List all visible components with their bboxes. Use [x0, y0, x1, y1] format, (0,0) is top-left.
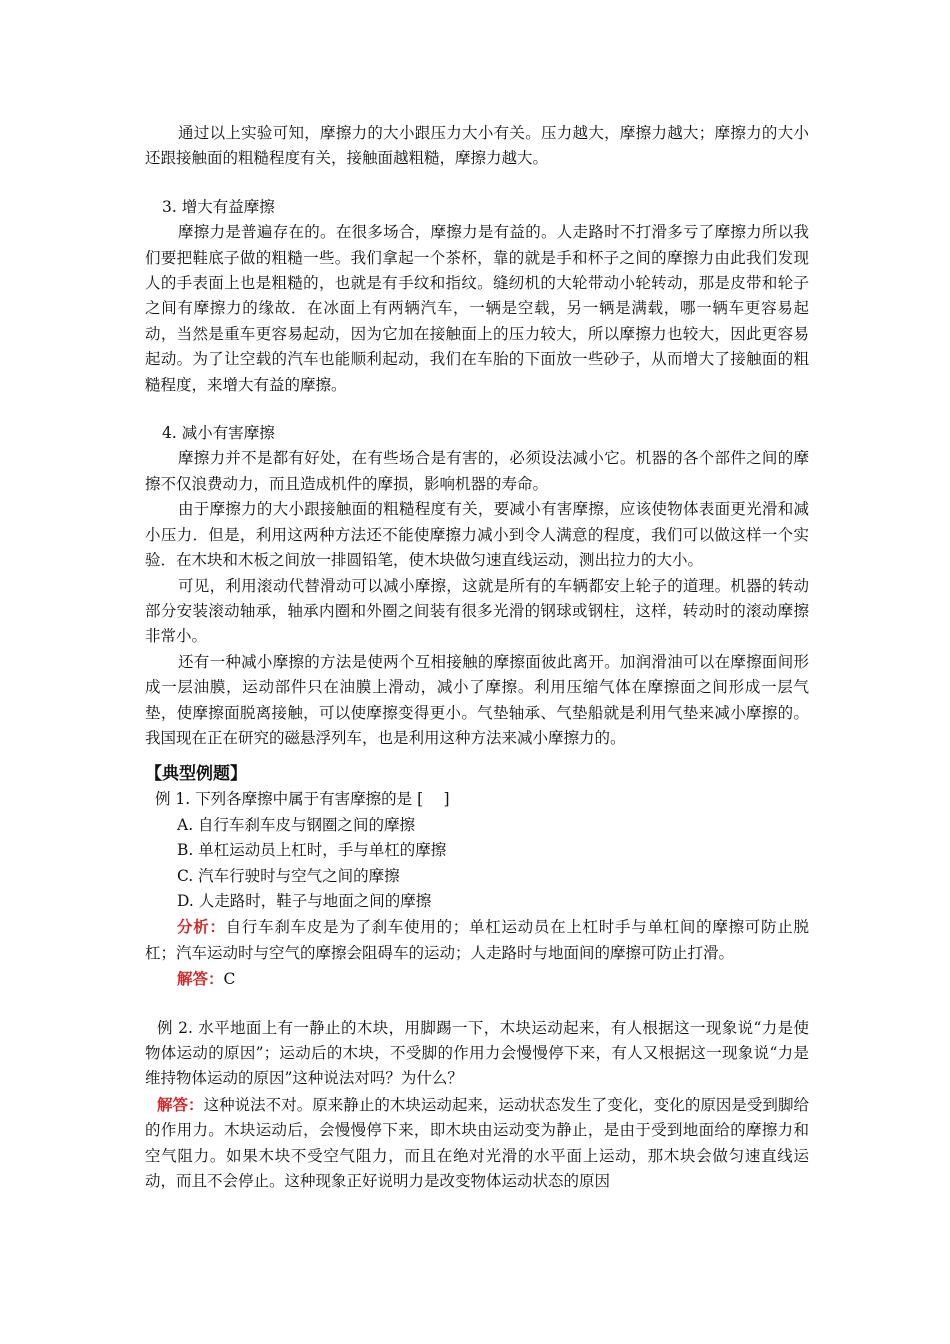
example-1-analysis — [145, 914, 809, 966]
answer-text-2: 这种说法不对。原来静止的木块运动起来，运动状态发生了变化，变化的原因是受到脚给的作用力。木块运动后，会慢慢停下来，即木块由运动变为静止，是由于受到地面给的摩擦力和空气阻力。如果木块不受空气阻力，而且在绝对光滑的水平面上运动，那木块会做匀速直线运动，而且不会停止。这种现象正好说明力是改变物体运动状态的原因 — [145, 1095, 809, 1191]
section-3-paragraph: 摩擦力是普遍存在的。在很多场合，摩擦力是有益的。人走路时不打滑多亏了摩擦力所以我们要把鞋底子做的粗糙一些。我们拿起一个茶杯，靠的就是手和杯子之间的摩擦力由此我们发现人的手表面上也是粗糙的，也就是有手纹和指纹。缝纫机的大轮带动小轮转动，那是皮带和轮子之间有摩擦力的缘故．在冰面上有两辆汽车，一辆是空载，另一辆是满载，哪一辆车更容易起动，当然是重车更容易起动，因为它加在接触面上的压力较大，所以摩擦力也较大，因此更容易起动。为了让空载的汽车也能顺利起动，我们在车胎的下面放一些砂子，从而增大了接触面的粗糙程度，来增大有益的摩擦。 — [145, 223, 809, 394]
examples-title: 【典型例题】 — [145, 764, 247, 785]
section-4-paragraph-1: 摩擦力并不是都有好处，在有些场合是有害的，必须设法减小它。机器的各个部件之间的摩擦不仅浪费动力，而且造成机件的摩损，影响机器的寿命。 — [145, 449, 809, 493]
answer-label-2: 解答： — [157, 1094, 204, 1114]
example-1-option-b: B. 单杠运动员上杠时，手与单杠的摩擦 — [177, 841, 447, 860]
analysis-text: 自行车刹车皮是为了刹车使用的；单杠运动员在上杠时手与单杠间的摩擦可防止脱杠；汽车运动时与空气的摩擦会阻碍车的运动；人走路时与地面间的摩擦可防止打滑。 — [145, 918, 809, 962]
analysis-label: 分析： — [177, 917, 226, 937]
document-page — [145, 121, 809, 1194]
example-1-option-d: D. 人走路时，鞋子与地面之间的摩擦 — [177, 891, 432, 910]
section-4-paragraph-2: 由于摩擦力的大小跟接触面的粗糙程度有关，要减小有害摩擦，应该使物体表面更光滑和减小压力．但是，利用这两种方法还不能使摩擦力减小到令人满意的程度，我们可以做这样一个实验．在木块和木板之间放一排圆铅笔，使木块做匀速直线运动，测出拉力的大小。 — [145, 500, 809, 570]
example-1-question: 例 1. 下列各摩擦中属于有害摩擦的是 [ ] — [155, 790, 450, 809]
intro-paragraph: 通过以上实验可知，摩擦力的大小跟压力大小有关。压力越大，摩擦力越大；摩擦力的大小还跟接触面的粗糙程度有关，接触面越粗糙，摩擦力越大。 — [145, 124, 809, 168]
example-2-question: 例 2. 水平地面上有一静止的木块，用脚踢一下，木块运动起来，有人根据这一现象说“力是使物体运动的原因”；运动后的木块，不受脚的作用力会慢慢停下来，有人又根据这一现象说“力是维持物体运动的原因”这种说法对吗？为什么？ — [145, 1018, 809, 1088]
section-4-heading: 4. 减小有害摩擦 — [162, 424, 275, 443]
section-4-paragraph-3: 可见，利用滚动代替滑动可以减小摩擦，这就是所有的车辆都安上轮子的道理。机器的转动部分安装滚动轴承，轴承内圈和外圈之间装有很多光滑的钢球或钢柱，这样，转动时的滚动摩擦非常小。 — [145, 576, 809, 646]
answer-text: C — [223, 970, 236, 989]
section-4-paragraph-4: 还有一种减小摩擦的方法是使两个互相接触的摩擦面彼此离开。加润滑油可以在摩擦面间形成一层油膜，运动部件只在油膜上滑动，减小了摩擦。利用压缩气体在摩擦面之间形成一层气垫，使摩擦面脱离接触，可以使摩擦变得更小。气垫轴承、气垫船就是利用气垫来减小摩擦的。我国现在正在研究的磁悬浮列车，也是利用这种方法来减小摩擦力的。 — [145, 652, 809, 747]
example-2-answer — [145, 1092, 809, 1195]
answer-label: 解答： — [177, 969, 224, 989]
example-1-option-a: A. 自行车刹车皮与钢圈之间的摩擦 — [177, 815, 416, 834]
section-3-heading: 3. 增大有益摩擦 — [162, 197, 275, 216]
example-1-option-c: C. 汽车行驶时与空气之间的摩擦 — [177, 866, 400, 885]
example-1-answer — [145, 966, 809, 992]
